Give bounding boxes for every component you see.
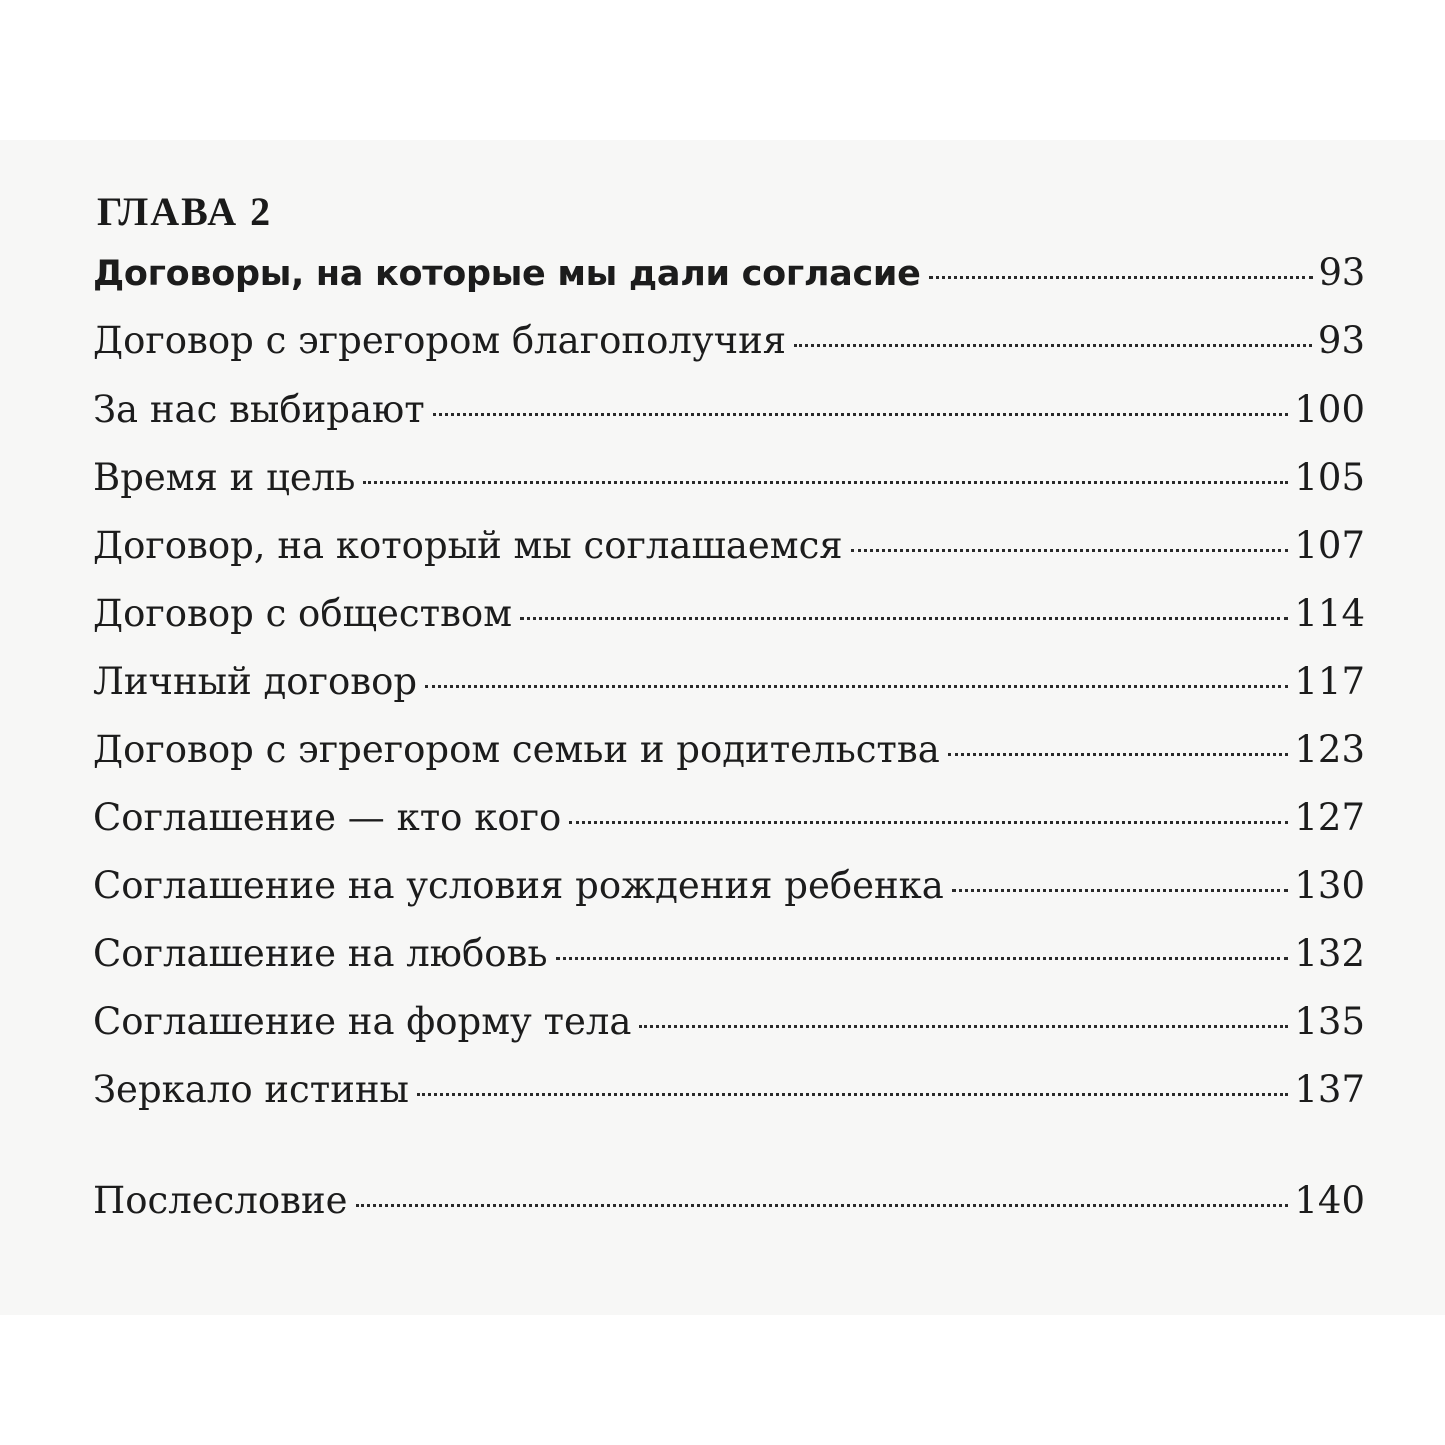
toc-entry-title: За нас выбирают [93,388,425,431]
toc-entry-page: 137 [1294,1068,1365,1111]
toc-entry-title: Послесловие [93,1179,348,1222]
toc-section-heading [93,245,1365,301]
toc-entry-page: 93 [1318,251,1365,294]
book-page [0,140,1445,1315]
dot-leader [433,413,1289,416]
dot-leader [952,889,1289,892]
toc-entry-title: Договор с эгрегором семьи и родительства [93,728,940,771]
toc-entry-title: Время и цель [93,456,356,499]
toc-entry-page: 132 [1294,932,1365,975]
dot-leader [356,1204,1289,1207]
toc-entry-page: 93 [1317,319,1365,362]
toc-entry-page: 140 [1294,1179,1365,1222]
toc-entry-page: 135 [1294,1000,1365,1043]
chapter-title: ГЛАВА 2 [97,189,273,234]
toc-entry-page: 114 [1294,592,1365,635]
toc-entry [93,858,1365,914]
toc-entry-page: 127 [1294,796,1365,839]
toc-entry-title: Соглашение на форму тела [93,1000,632,1043]
toc-entry-page: 105 [1294,456,1365,499]
dot-leader [639,1025,1288,1028]
dot-leader [851,549,1289,552]
toc-entry-page: 117 [1294,660,1365,703]
toc-entry-title: Личный договор [93,660,418,703]
toc-afterword [93,1173,1365,1229]
toc-entry-title: Соглашение на любовь [93,932,548,975]
toc-entry-page: 100 [1294,388,1365,431]
dot-leader [569,821,1288,824]
toc-entry [93,926,1365,982]
dot-leader [520,617,1288,620]
toc-entry [93,450,1365,506]
toc-entry-page: 130 [1294,864,1365,907]
dot-leader [417,1093,1288,1096]
dot-leader [425,685,1288,688]
toc-entry [93,1062,1365,1118]
toc-entry [93,382,1365,438]
toc-entry [93,790,1365,846]
toc-entry [93,586,1365,642]
toc-entry-title: Договоры, на которые мы дали согласие [93,254,921,294]
toc-entry [93,518,1365,574]
toc-entry-title: Договор с эгрегором благополучия [93,319,787,362]
toc-entry-page: 123 [1294,728,1365,771]
toc-entry [93,722,1365,778]
dot-leader [556,957,1289,960]
toc-entry [93,994,1365,1050]
toc-entry [93,654,1365,710]
dot-leader [948,753,1289,756]
toc-entry-title: Соглашение на условия рождения ребенка [93,864,944,907]
dot-leader [929,276,1313,279]
toc-entry-title: Договор, на который мы соглашаемся [93,524,843,567]
toc-entry-title: Договор с обществом [93,592,512,635]
toc-entry-title: Соглашение — кто кого [93,796,562,839]
dot-leader [794,344,1312,347]
toc-entry [93,313,1365,369]
toc-entry-title: Зеркало истины [93,1068,409,1111]
dot-leader [363,481,1288,484]
toc-entry-page: 107 [1294,524,1365,567]
